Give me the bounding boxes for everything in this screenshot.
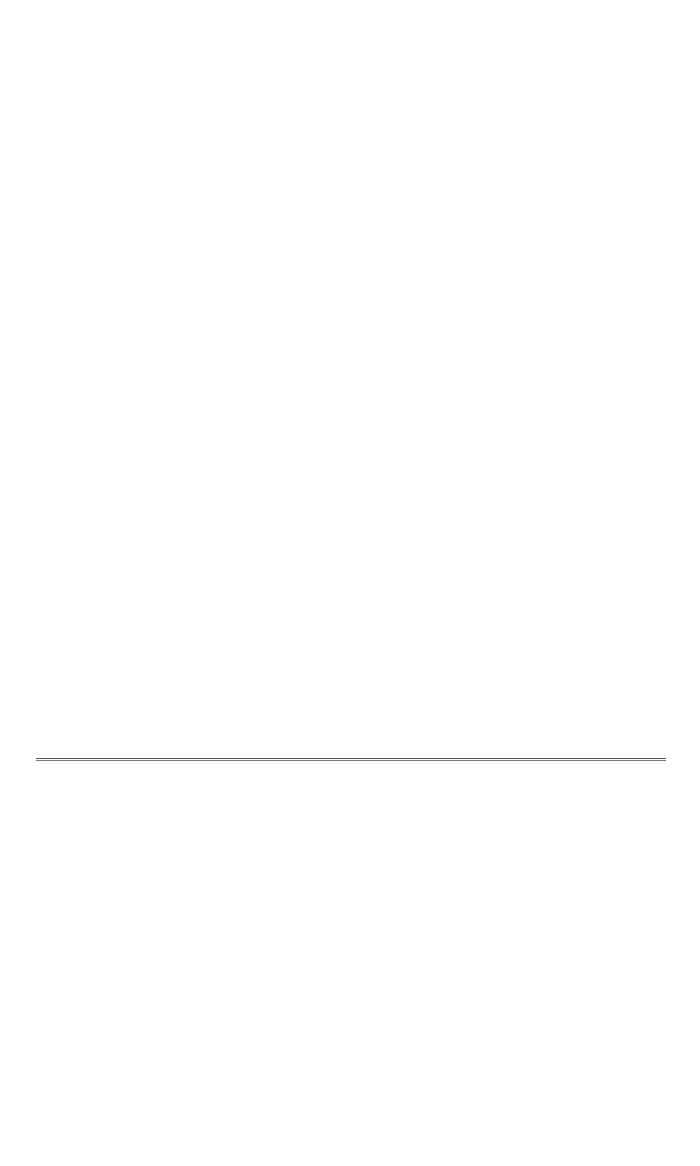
group-totals	[473, 760, 666, 761]
results-table	[36, 760, 666, 761]
group-resident	[216, 760, 345, 761]
table-top-rule	[36, 758, 666, 759]
group-admitted	[345, 760, 474, 761]
body-text	[62, 76, 672, 82]
corner-text	[36, 760, 216, 761]
page-header	[36, 38, 666, 58]
